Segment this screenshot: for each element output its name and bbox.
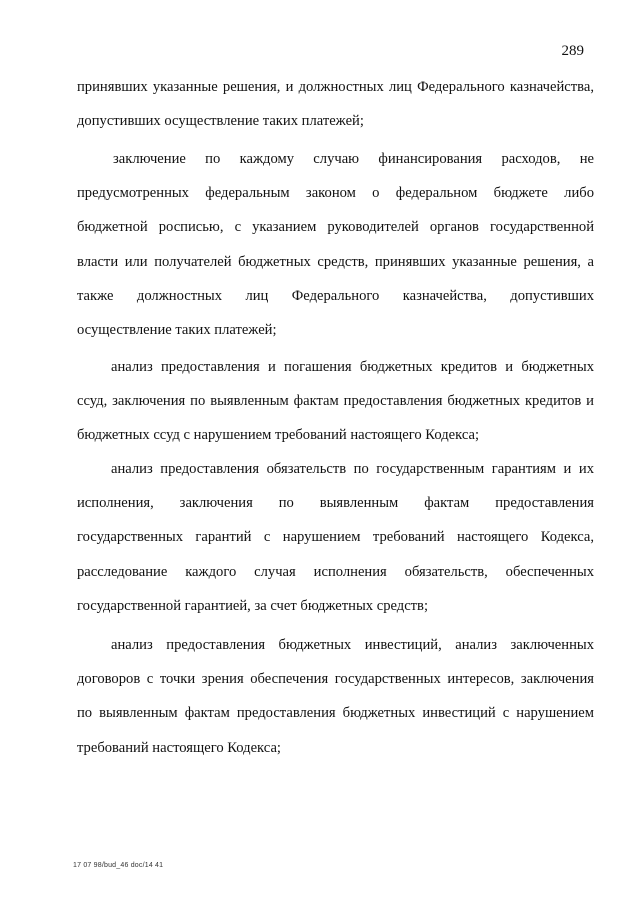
page-number: 289 [561, 43, 584, 59]
paragraph-budget-investments [77, 628, 594, 765]
paragraph-budget-credits [77, 350, 594, 453]
text-line: государственных гарантий с нарушением требований настоящего Кодекса, [77, 529, 594, 546]
text-line: договоров с точки зрения обеспечения государственных интересов, заключения [77, 671, 594, 688]
text-line: исполнения, заключения по выявленным фактам предоставления [77, 495, 594, 512]
text-line: по выявленным фактам предоставления бюджетных инвестиций с нарушением [77, 705, 594, 722]
text-line: допустивших осуществление таких платежей; [77, 113, 364, 130]
text-line: требований настоящего Кодекса; [77, 739, 281, 756]
text-line: анализ предоставления и погашения бюджетных кредитов и бюджетных [111, 359, 594, 375]
text-line: ссуд, заключения по выявленным фактам предоставления бюджетных кредитов и [77, 393, 594, 410]
text-line: также должностных лиц Федерального казначейства, допустивших [77, 287, 594, 304]
text-line: расследование каждого случая исполнения обязательств, обеспеченных [77, 563, 594, 580]
text-line: анализ предоставления бюджетных инвестиций, анализ заключенных [111, 637, 594, 653]
text-line: предусмотренных федеральным законом о федеральном бюджете либо [77, 185, 594, 202]
text-line: анализ предоставления обязательств по государственным гарантиям и их [111, 461, 594, 477]
footer-file-reference: 17 07 98/bud_46 doc/14 41 [73, 862, 164, 869]
paragraph-state-guarantees [77, 452, 594, 623]
text-line: заключение по каждому случаю финансирования расходов, не [113, 151, 594, 167]
text-line: принявших указанные решения, и должностных лиц Федерального казначейства, [77, 79, 594, 95]
text-line: власти или получателей бюджетных средств, принявших указанные решения, а [77, 253, 594, 270]
paragraph-unbudgeted-financing [77, 142, 594, 347]
text-line: бюджетной росписью, с указанием руководителей органов государственной [77, 219, 594, 236]
text-line: осуществление таких платежей; [77, 321, 277, 338]
text-line: бюджетных ссуд с нарушением требований настоящего Кодекса; [77, 427, 480, 444]
text-line: государственной гарантией, за счет бюджетных средств; [77, 597, 428, 614]
paragraph-continuation [77, 70, 594, 138]
